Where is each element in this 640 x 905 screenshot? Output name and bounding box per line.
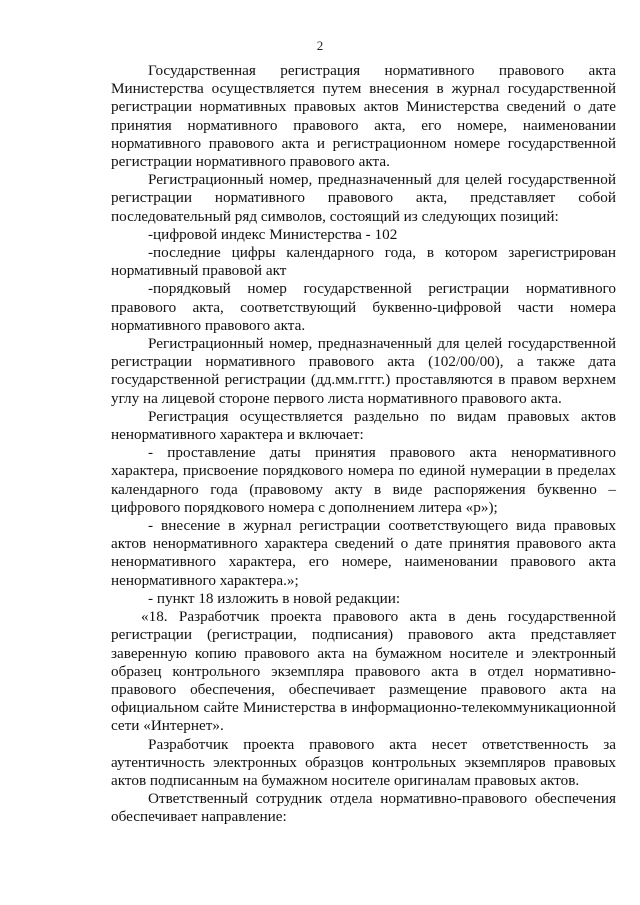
paragraph-registration-number: Регистрационный номер, предназначенный для целей государственной регистрации нормативного правового акта, представляет собой последовательный ряд символов, состоящий из следующих позиций: — [111, 171, 616, 225]
list-item-sequence-number: -порядковый номер государственной регистрации нормативного правового акта, соответствующий буквенно-цифровой части номера нормативного правового акта. — [111, 280, 616, 334]
document-body — [111, 62, 616, 827]
paragraph-clause-18: «18. Разработчик проекта правового акта в день государственной регистрации (регистрации, подписания) правового акта представляет заверенную копию правового акта на бумажном носителе и электронный образец контрольного экземпляра правового акта в отдел нормативно-правового обеспечения, обеспечивает размещение правового акта на официальном сайте Министерства в информационно-телекоммуникационной сети «Интернет». — [111, 608, 616, 735]
list-item-date-assignment: - проставление даты принятия правового акта ненормативного характера, присвоение порядкового номера по единой нумерации в пределах календарного года (правовому акту в виде распоряжения буквенно – цифрового порядкового номера с дополнением литера «р»); — [111, 444, 616, 516]
list-item-year-digits: -последние цифры календарного года, в котором зарегистрирован нормативный правовой акт — [111, 244, 616, 280]
paragraph-number-placement: Регистрационный номер, предназначенный для целей государственной регистрации нормативного правового акта (102/00/00), а также дата государственной регистрации (дд.мм.гггг.) проставляются в правом верхнем углу на лицевой стороне первого листа нормативного правового акта. — [111, 335, 616, 407]
paragraph-responsible-officer: Ответственный сотрудник отдела нормативно-правового обеспечения обеспечивает направление: — [111, 790, 616, 826]
list-item-ministry-index: -цифровой индекс Министерства - 102 — [148, 225, 398, 243]
paragraph-developer-responsibility: Разработчик проекта правового акта несет ответственность за аутентичность электронных образцов контрольных экземпляров правовых актов подписанным на бумажном носителе оригиналам правовых актов. — [111, 735, 616, 789]
paragraph-clause-18-intro: - пункт 18 изложить в новой редакции: — [148, 589, 401, 607]
list-item-journal-entry: - внесение в журнал регистрации соответствующего вида правовых актов ненормативного характера сведений о дате принятия правового акта ненормативного характера, его номере, наименовании правового акта ненормативного характера.»; — [111, 517, 616, 589]
page-number: 2 — [316, 38, 324, 53]
paragraph-non-normative-registration: Регистрация осуществляется раздельно по видам правовых актов ненормативного характера и включает: — [111, 407, 616, 444]
paragraph-registration-procedure: Государственная регистрация нормативного правового акта Министерства осуществляется путем внесения в журнал государственной регистрации нормативных правовых актов Министерства сведений о дате принятия нормативного правового акта, его номере, наименовании нормативного правового акта и регистрационном номере государственной регистрации нормативного правового акта. — [111, 62, 616, 171]
